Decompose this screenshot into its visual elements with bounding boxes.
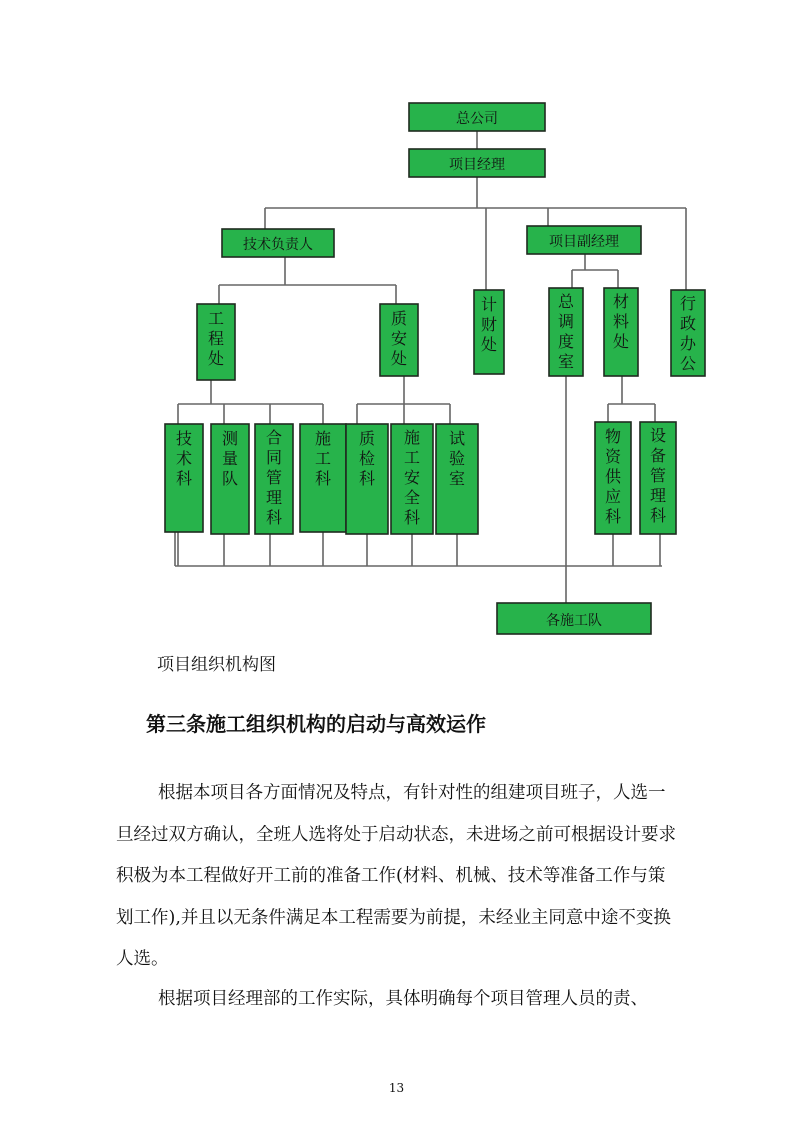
- paragraph-2-text: 根据项目经理部的工作实际，具体明确每个项目管理人员的责、: [158, 989, 648, 1009]
- node-survey-team: [211, 424, 249, 534]
- node-dispatch: [549, 288, 583, 376]
- node-deputy-pm: [527, 226, 641, 254]
- node-engineering-label: 工程处: [207, 309, 225, 368]
- node-construction-safety: [391, 424, 433, 534]
- node-contract-mgmt-label: 合同管理科: [265, 428, 283, 527]
- node-tech-lead-label: 技术负责人: [243, 237, 313, 253]
- node-construction-section: [300, 424, 346, 532]
- node-construction-section-label: 施工科: [314, 429, 332, 488]
- paragraph-1: [116, 773, 676, 981]
- node-work-teams: [497, 603, 651, 634]
- node-engineering: [197, 304, 235, 380]
- node-tech-section-label: 技术科: [175, 429, 193, 488]
- node-finance: [474, 290, 504, 374]
- section-heading: 第三条施工组织机构的启动与高效运作: [146, 712, 486, 736]
- node-deputy-pm-label: 项目副经理: [549, 234, 619, 250]
- node-quality-inspection: [346, 424, 388, 534]
- node-materials: [604, 288, 638, 376]
- node-project-manager-label: 项目经理: [449, 157, 505, 173]
- node-quality-inspection-label: 质检科: [358, 429, 376, 488]
- node-quality-safety: [380, 304, 418, 376]
- node-lab: [436, 424, 478, 534]
- node-procurement: [595, 422, 631, 534]
- node-materials-label: 材料处: [612, 292, 630, 351]
- node-procurement-label: 物资供应科: [604, 427, 622, 526]
- node-hq: [409, 103, 545, 131]
- node-equipment-mgmt: [640, 422, 676, 534]
- paragraph-2: [116, 979, 676, 1021]
- node-equipment-mgmt-label: 设备管理科: [649, 426, 667, 525]
- node-hq-label: 总公司: [456, 111, 498, 127]
- node-contract-mgmt: [255, 424, 293, 534]
- node-finance-label: 计财处: [480, 295, 498, 354]
- node-survey-team-label: 测量队: [221, 429, 239, 488]
- node-work-teams-label: 各施工队: [546, 613, 602, 629]
- node-quality-safety-label: 质安处: [390, 309, 408, 368]
- node-project-manager: [409, 149, 545, 177]
- node-dispatch-label: 总调度室: [557, 292, 575, 371]
- node-tech-section: [165, 424, 203, 532]
- node-construction-safety-label: 施工安全科: [403, 428, 421, 527]
- node-lab-label: 试验室: [448, 429, 466, 488]
- node-admin: [671, 290, 705, 376]
- node-tech-lead: [222, 229, 334, 257]
- node-admin-label: 行政办公: [679, 294, 697, 373]
- page-number: 13: [388, 1081, 405, 1095]
- figure-caption: 项目组织机构图: [157, 655, 276, 675]
- paragraph-1-text: 根据本项目各方面情况及特点，有针对性的组建项目班子，人选一旦经过双方确认，全班人选将处于启动状态，未进场之前可根据设计要求积极为本工程做好开工前的准备工作(材料、机械、技术等准备工作与策划工作),并且以无条件满足本工程需要为前提，未经业主同意中途不变换人选。: [116, 783, 676, 969]
